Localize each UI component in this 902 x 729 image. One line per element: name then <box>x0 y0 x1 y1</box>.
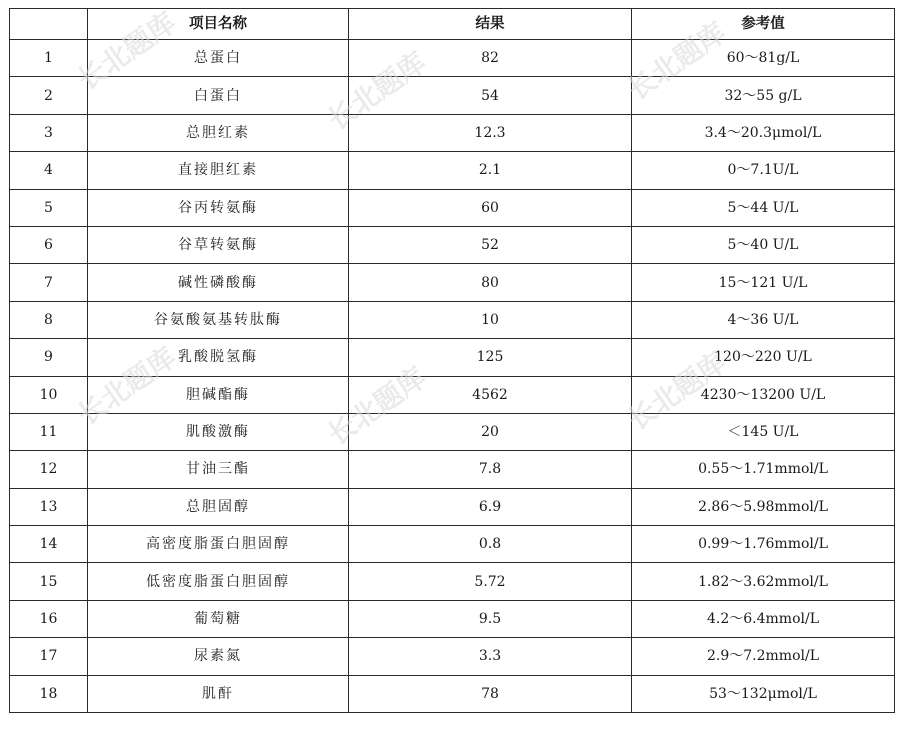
table-row <box>10 600 895 637</box>
row-result: 3.3 <box>349 638 632 675</box>
table-row <box>10 40 895 77</box>
watermark: 长北题库 <box>621 345 733 437</box>
row-item-name: 总胆固醇 <box>88 488 349 525</box>
table-row <box>10 301 895 338</box>
table-row <box>10 675 895 712</box>
row-index: 11 <box>10 413 88 450</box>
table-row <box>10 189 895 226</box>
table-row <box>10 339 895 376</box>
row-reference-value: 5～40 U/L <box>632 226 895 263</box>
row-index: 13 <box>10 488 88 525</box>
row-index: 15 <box>10 563 88 600</box>
row-item-name: 谷丙转氨酶 <box>88 189 349 226</box>
header-index <box>10 9 88 40</box>
header-reference-value: 参考值 <box>632 9 895 40</box>
table-row <box>10 451 895 488</box>
table-row <box>10 638 895 675</box>
row-item-name: 肌酸激酶 <box>88 413 349 450</box>
row-reference-value: 2.86～5.98mmol/L <box>632 488 895 525</box>
row-result: 0.8 <box>349 526 632 563</box>
row-result: 52 <box>349 226 632 263</box>
table-row <box>10 413 895 450</box>
row-reference-value: 3.4～20.3μmol/L <box>632 114 895 151</box>
row-reference-value: 4～36 U/L <box>632 301 895 338</box>
row-reference-value: 5～44 U/L <box>632 189 895 226</box>
row-index: 2 <box>10 77 88 114</box>
row-result: 4562 <box>349 376 632 413</box>
row-result: 2.1 <box>349 152 632 189</box>
row-reference-value: 2.9～7.2mmol/L <box>632 638 895 675</box>
table-row <box>10 226 895 263</box>
table-row <box>10 563 895 600</box>
watermark: 长北题库 <box>71 5 183 97</box>
row-index: 5 <box>10 189 88 226</box>
table-row <box>10 152 895 189</box>
row-reference-value: 1.82～3.62mmol/L <box>632 563 895 600</box>
row-result: 54 <box>349 77 632 114</box>
row-index: 14 <box>10 526 88 563</box>
row-item-name: 尿素氮 <box>88 638 349 675</box>
row-item-name: 胆碱酯酶 <box>88 376 349 413</box>
row-index: 9 <box>10 339 88 376</box>
row-result: 20 <box>349 413 632 450</box>
row-item-name: 乳酸脱氢酶 <box>88 339 349 376</box>
row-reference-value: 60～81g/L <box>632 40 895 77</box>
row-item-name: 白蛋白 <box>88 77 349 114</box>
row-result: 12.3 <box>349 114 632 151</box>
row-index: 10 <box>10 376 88 413</box>
row-index: 16 <box>10 600 88 637</box>
row-reference-value: 53～132μmol/L <box>632 675 895 712</box>
table-header-row <box>10 9 895 40</box>
table-row <box>10 526 895 563</box>
row-reference-value: 4.2～6.4mmol/L <box>632 600 895 637</box>
watermark: 长北题库 <box>621 15 733 107</box>
lab-results-table <box>9 8 895 713</box>
row-index: 6 <box>10 226 88 263</box>
row-result: 5.72 <box>349 563 632 600</box>
table-row <box>10 77 895 114</box>
row-reference-value: 0～7.1U/L <box>632 152 895 189</box>
row-index: 18 <box>10 675 88 712</box>
row-reference-value: 32～55 g/L <box>632 77 895 114</box>
row-index: 8 <box>10 301 88 338</box>
row-result: 80 <box>349 264 632 301</box>
row-item-name: 高密度脂蛋白胆固醇 <box>88 526 349 563</box>
row-reference-value: 4230～13200 U/L <box>632 376 895 413</box>
row-item-name: 碱性磷酸酶 <box>88 264 349 301</box>
row-result: 78 <box>349 675 632 712</box>
row-index: 1 <box>10 40 88 77</box>
row-result: 60 <box>349 189 632 226</box>
row-item-name: 低密度脂蛋白胆固醇 <box>88 563 349 600</box>
header-result: 结果 <box>349 9 632 40</box>
row-reference-value: 120～220 U/L <box>632 339 895 376</box>
table-row <box>10 114 895 151</box>
row-result: 9.5 <box>349 600 632 637</box>
row-item-name: 总蛋白 <box>88 40 349 77</box>
row-index: 17 <box>10 638 88 675</box>
row-item-name: 肌酐 <box>88 675 349 712</box>
lab-results-sheet <box>9 8 895 713</box>
row-index: 12 <box>10 451 88 488</box>
row-result: 10 <box>349 301 632 338</box>
row-item-name: 谷氨酸氨基转肽酶 <box>88 301 349 338</box>
table-row <box>10 488 895 525</box>
watermark: 长北题库 <box>71 340 183 432</box>
watermark: 长北题库 <box>321 360 433 452</box>
row-result: 6.9 <box>349 488 632 525</box>
row-item-name: 葡萄糖 <box>88 600 349 637</box>
row-result: 82 <box>349 40 632 77</box>
row-reference-value: 0.99～1.76mmol/L <box>632 526 895 563</box>
table-row <box>10 376 895 413</box>
row-reference-value: 15～121 U/L <box>632 264 895 301</box>
row-item-name: 甘油三酯 <box>88 451 349 488</box>
row-reference-value: 0.55～1.71mmol/L <box>632 451 895 488</box>
watermark: 长北题库 <box>321 45 433 137</box>
table-row <box>10 264 895 301</box>
row-result: 7.8 <box>349 451 632 488</box>
row-item-name: 总胆红素 <box>88 114 349 151</box>
header-item-name: 项目名称 <box>88 9 349 40</box>
row-index: 3 <box>10 114 88 151</box>
row-item-name: 直接胆红素 <box>88 152 349 189</box>
row-item-name: 谷草转氨酶 <box>88 226 349 263</box>
row-reference-value: ＜145 U/L <box>632 413 895 450</box>
row-index: 4 <box>10 152 88 189</box>
row-result: 125 <box>349 339 632 376</box>
row-index: 7 <box>10 264 88 301</box>
